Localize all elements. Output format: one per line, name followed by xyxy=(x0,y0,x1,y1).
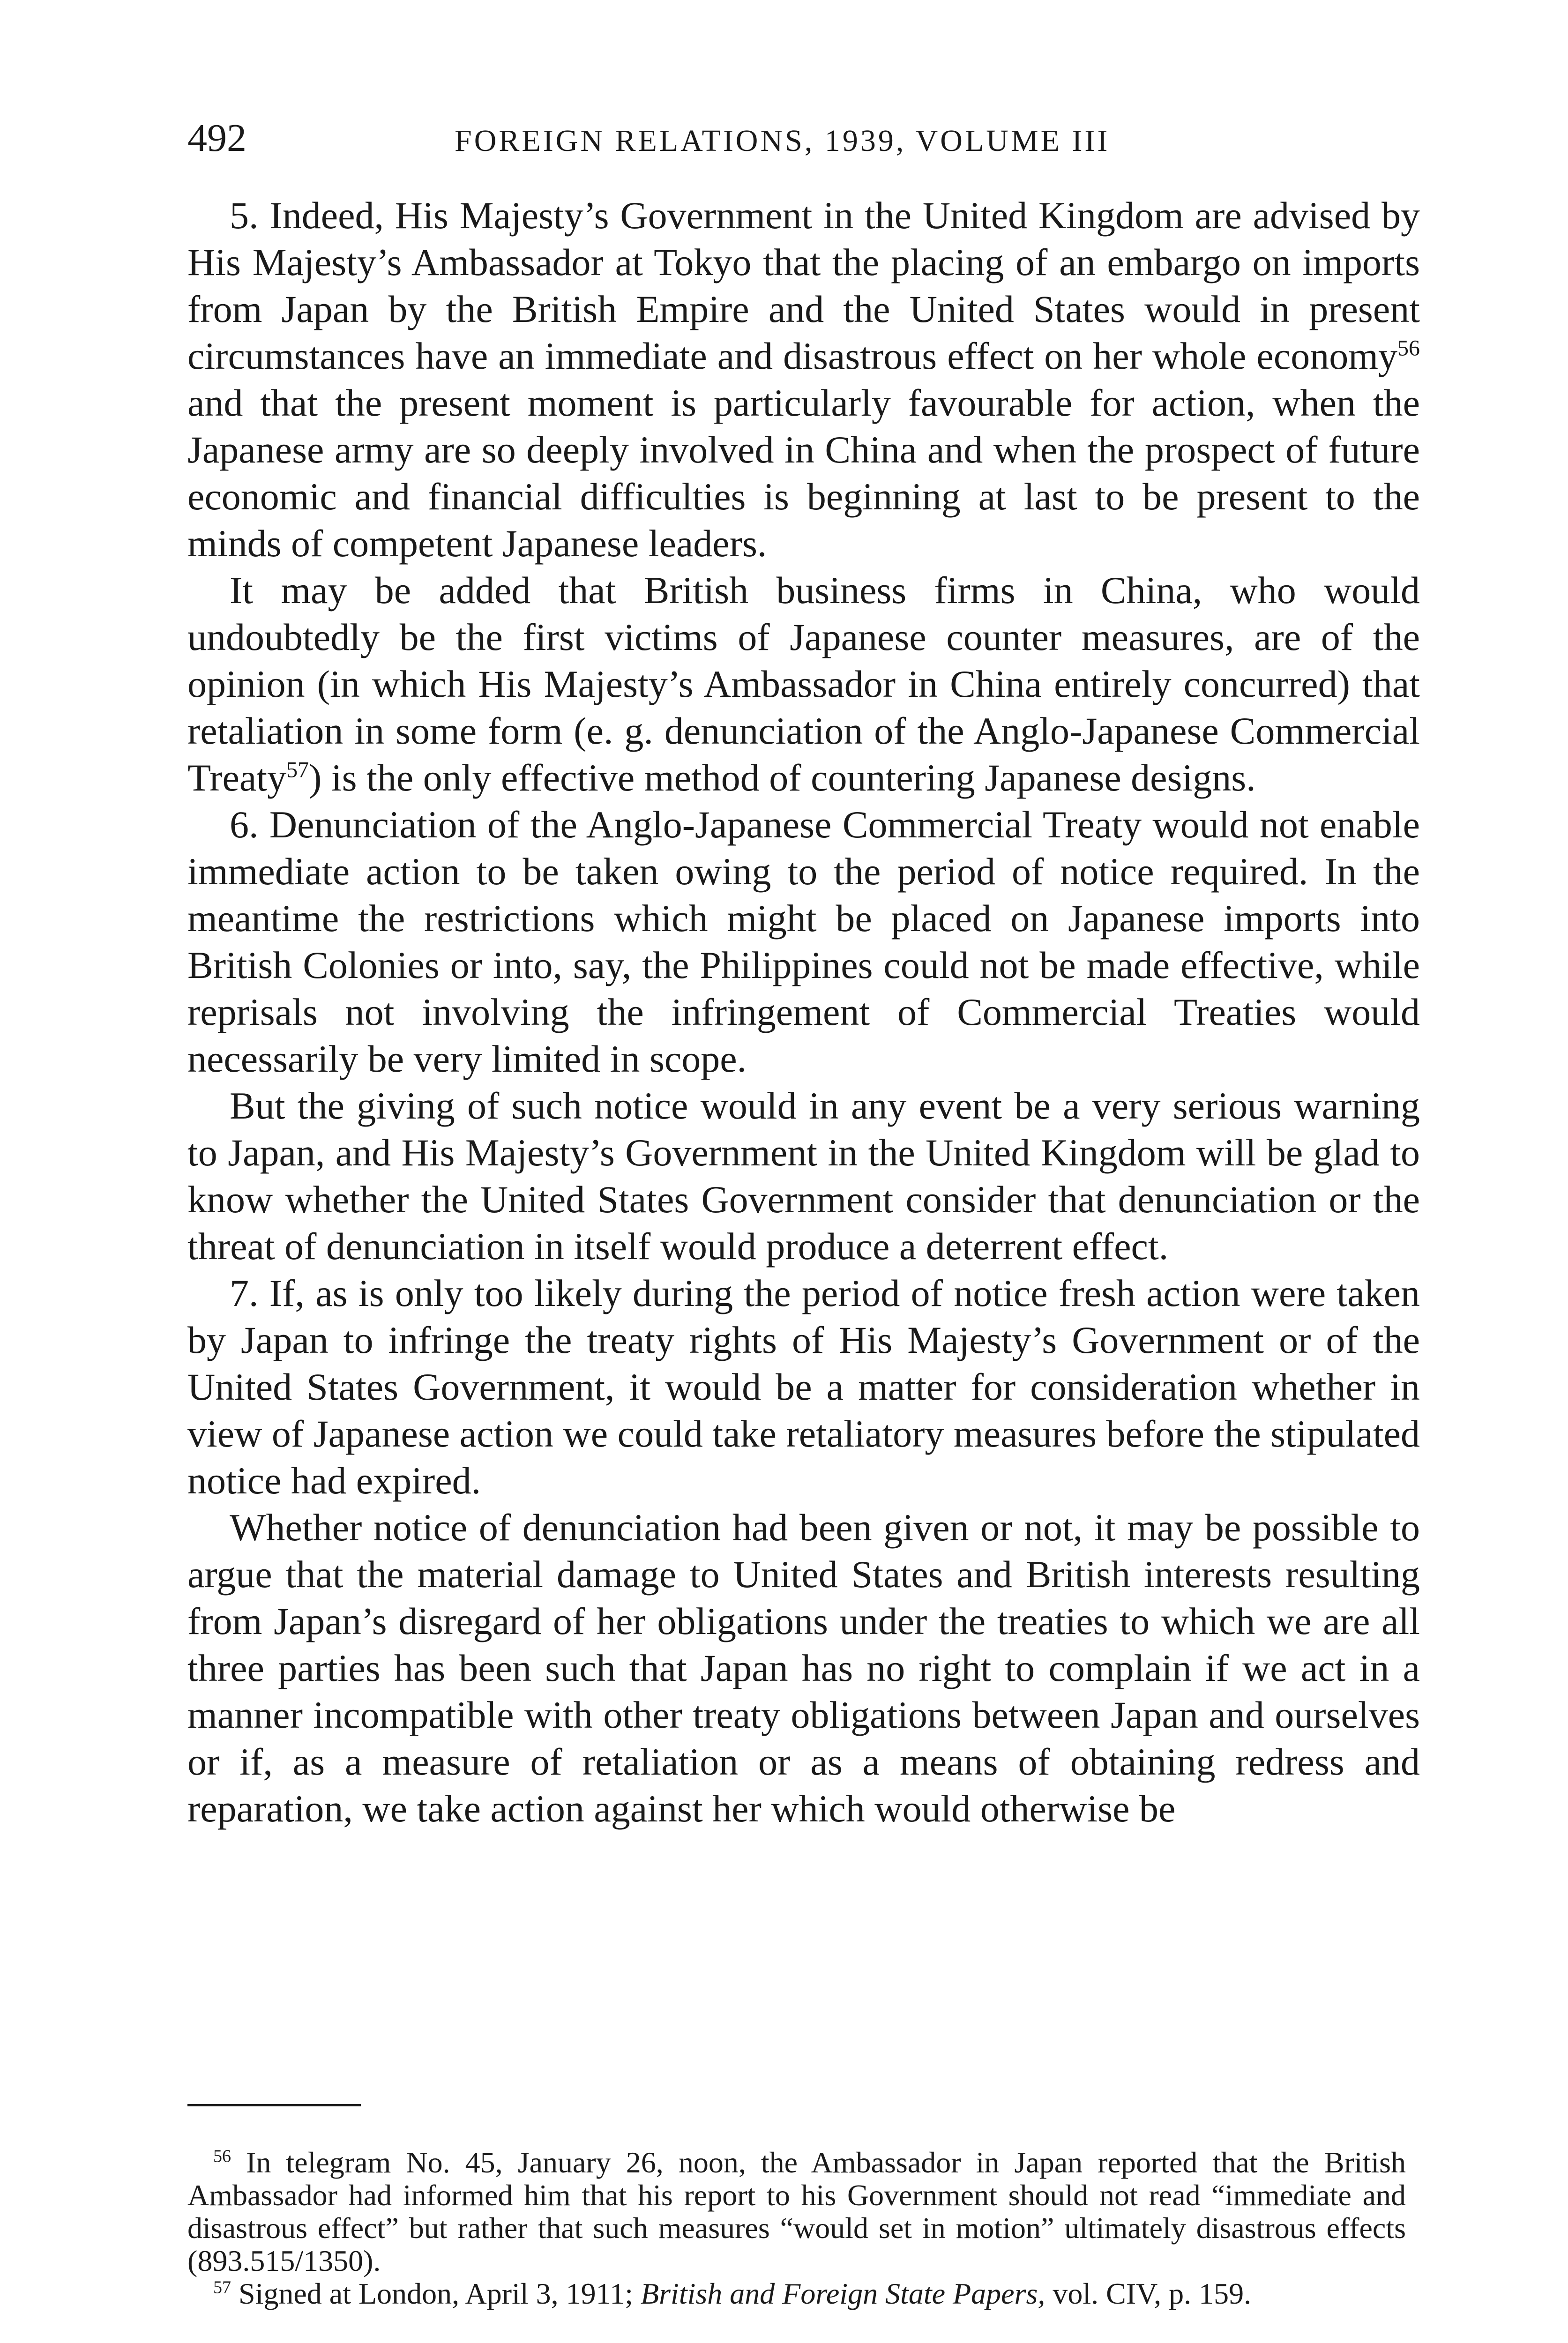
paragraph-7: 7. If, as is only too likely during the period of notice fresh action were taken by Japan to infringe the treaty rights of His Majesty’s Government or of the United States Government, it would be a matter for consideration whether in view of Japanese action we could take retaliatory measures before the stipulated notice had expired. xyxy=(187,1272,1420,1502)
page-header xyxy=(187,112,1406,169)
running-head: FOREIGN RELATIONS, 1939, VOLUME III xyxy=(455,124,1110,158)
footnote-56: $^{56}$ In telegram No. 45, January 26, noon, the Ambassador in Japan reported that the British Ambassador had informed him that his report to his Government should not read “immediate and disastrous effect” but rather that such measures “would set in motion” ultimately disastrous effects (893.515/1350). xyxy=(187,2146,1406,2277)
paragraph-6: 6. Denunciation of the Anglo-Japanese Commercial Treaty would not enable immediate action to be taken owing to the period of notice required. In the meantime the restrictions which might be placed on Japanese imports into British Colonies or into, say, the Philippines could not be made effective, while reprisals not involving the infringement of Commercial Treaties would necessarily be very limited in scope. xyxy=(187,803,1420,1080)
paragraph-notice-warning: But the giving of such notice would in any event be a very serious warning to Japan, and His Majesty’s Government in the United Kingdom will be glad to know whether the United States Government consider that denunciation or the threat of denunciation in itself would produce a deterrent effect. xyxy=(187,1084,1420,1268)
body-text xyxy=(187,192,1420,1832)
page-number: 492 xyxy=(187,116,246,160)
footnote-marker-57: 57 xyxy=(213,2277,231,2298)
footnote-marker-56: 56 xyxy=(213,2146,231,2166)
footnote-ref-57[interactable]: 57 xyxy=(286,757,309,783)
footnote-ref-56[interactable]: 56 xyxy=(1397,336,1420,361)
paragraph-denunciation: Whether notice of denunciation had been given or not, it may be possible to argue that the material damage to United States and British interests resulting from Japan’s disregard of her obligations under the treaties to which we are all three parties has been such that Japan has no right to complain if we act in a manner incompatible with other treaty obligations between Japan and ourselves or if, as a measure of retaliation or as a means of obtaining redress and reparation, we take action against her which would otherwise be xyxy=(187,1506,1420,1830)
paragraph-5: 5. Indeed, His Majesty’s Government in the United Kingdom are advised by His Majesty’s Ambassador at Tokyo that the placing of an embargo on imports from Japan by the British Empire and the United States would in present circumstances have an immediate and disastrous effect on her whole economy$^{56}$ and that the present moment is particularly favourable for action, when the Japanese army are so deeply involved in China and when the prospect of future economic and financial difficulties is beginning at last to be present to the minds of competent Japanese leaders. xyxy=(187,194,1420,565)
footnote-divider xyxy=(187,2104,361,2106)
footnote-57: $^{57}$ Signed at London, April 3, 1911; British and Foreign State Papers, vol. CIV, p. 159. xyxy=(213,2277,1252,2310)
paragraph-british-firms: It may be added that British business firms in China, who would undoubtedly be the first victims of Japanese counter measures, are of the opinion (in which His Majesty’s Ambassador in China entirely concurred) that retaliation in some form (e. g. denunciation of the Anglo-Japanese Commercial Treaty$^{57}$) is the only effective method of countering Japanese designs. xyxy=(187,569,1420,799)
citation-title: British and Foreign State Papers, xyxy=(641,2277,1045,2310)
footnotes xyxy=(187,2146,1406,2310)
